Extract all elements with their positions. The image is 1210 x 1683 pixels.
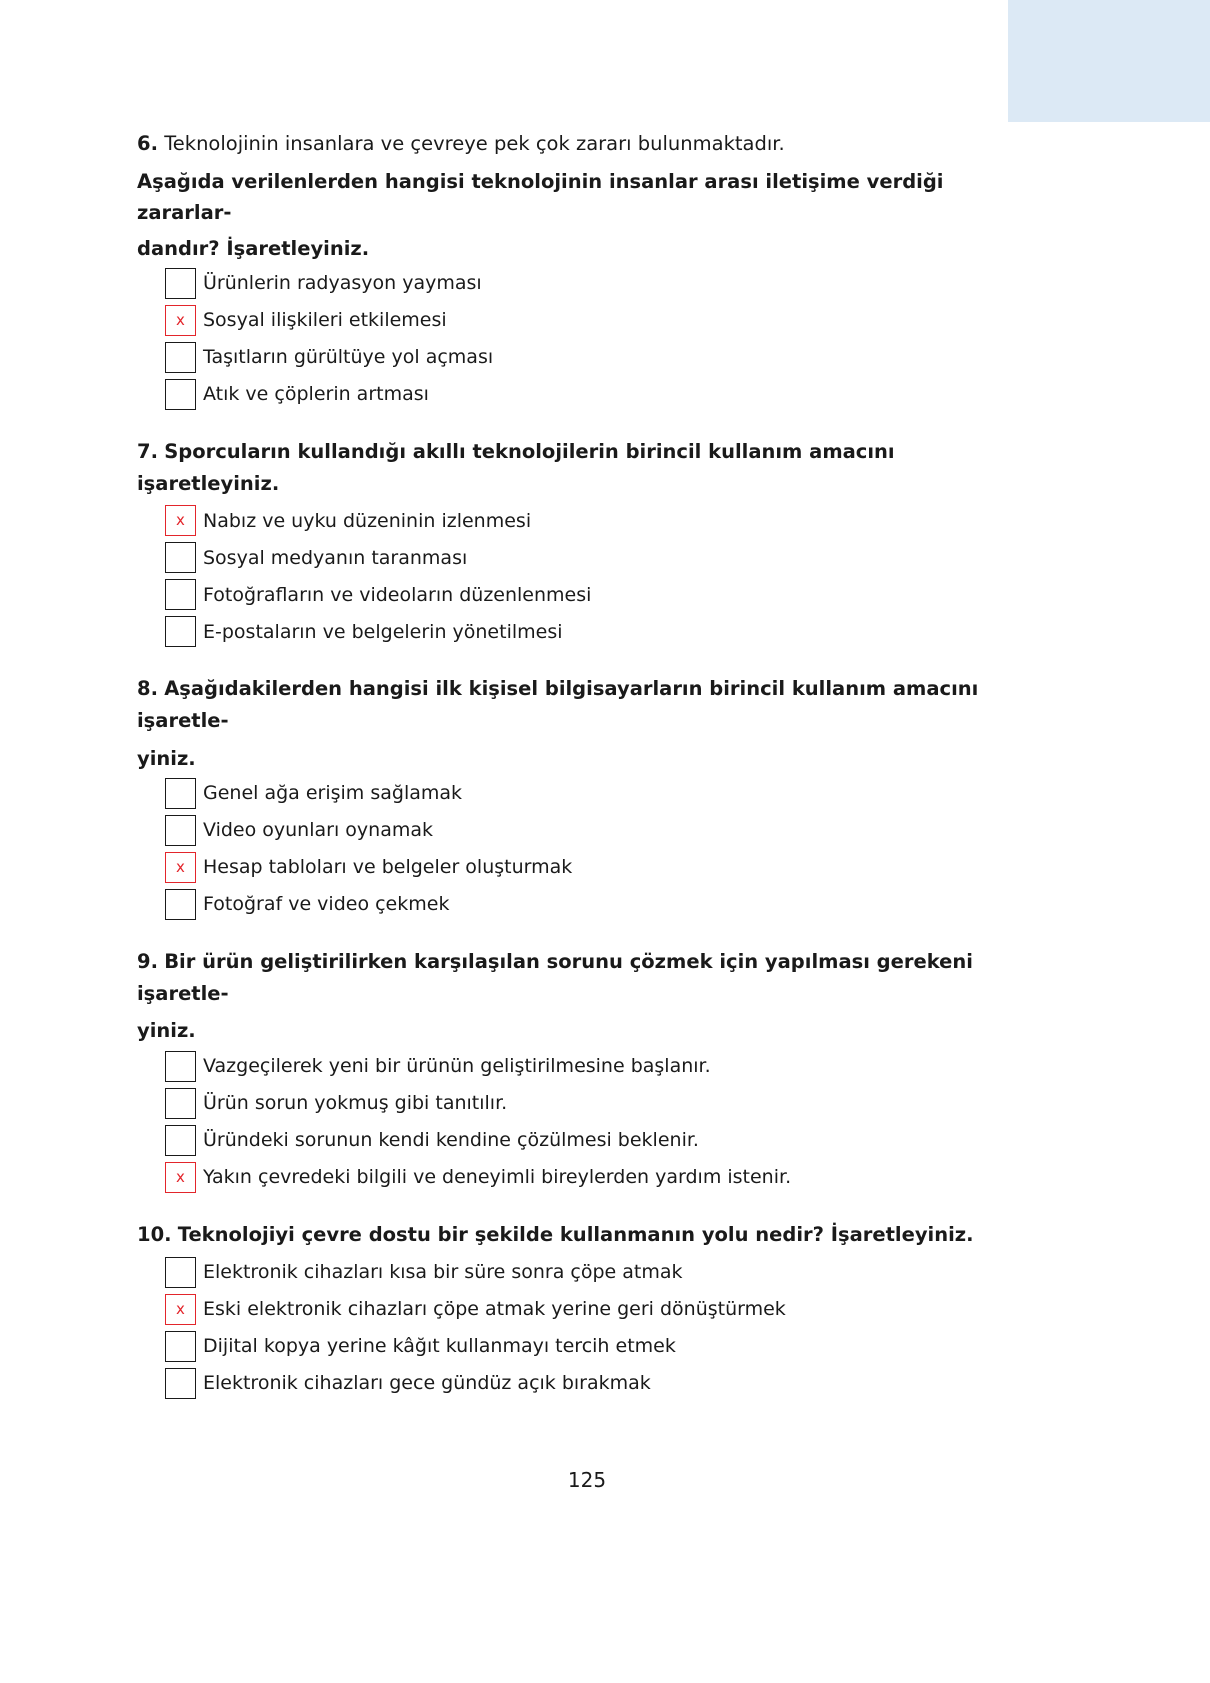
option-row[interactable] <box>165 1331 1037 1362</box>
option-row[interactable] <box>165 1088 1037 1119</box>
checkbox-icon-checked[interactable]: x <box>165 1294 196 1325</box>
question-9-options <box>137 1051 1037 1193</box>
checkbox-icon[interactable] <box>165 1051 196 1082</box>
checkbox-icon-checked[interactable]: x <box>165 505 196 536</box>
option-row[interactable] <box>165 379 1037 410</box>
checkbox-icon[interactable] <box>165 268 196 299</box>
option-label: Ürün sorun yokmuş gibi tanıtılır. <box>203 1092 508 1115</box>
option-label: Sosyal medyanın taranması <box>203 546 468 569</box>
option-row[interactable] <box>165 1125 1037 1156</box>
checkbox-icon[interactable] <box>165 579 196 610</box>
question-6-subprompt-line2: dandır? İşaretleyiniz. <box>137 236 370 260</box>
checkbox-icon[interactable] <box>165 1368 196 1399</box>
option-row[interactable] <box>165 1051 1037 1082</box>
option-label: E-postaların ve belgelerin yönetilmesi <box>203 620 563 643</box>
question-8-stem: Aşağıdakilerden hangisi ilk kişisel bilgisayarların birincil kullanım amacını işaretle- <box>137 677 979 733</box>
checkbox-icon-checked[interactable]: x <box>165 1162 196 1193</box>
question-8-options <box>137 778 1037 920</box>
question-7-heading <box>137 436 1037 499</box>
option-row[interactable] <box>165 778 1037 809</box>
question-6 <box>137 128 1037 410</box>
question-6-heading <box>137 128 1037 160</box>
option-label: Üründeki sorunun kendi kendine çözülmesi beklenir. <box>203 1129 699 1152</box>
option-row[interactable] <box>165 1257 1037 1288</box>
question-10-options <box>137 1257 1037 1399</box>
option-label: Atık ve çöplerin artması <box>203 383 429 406</box>
checkbox-icon[interactable] <box>165 342 196 373</box>
question-8 <box>137 673 1037 920</box>
option-label: Nabız ve uyku düzeninin izlenmesi <box>203 509 532 532</box>
worksheet-content <box>137 128 1037 1492</box>
option-label: Elektronik cihazları gece gündüz açık bırakmak <box>203 1371 651 1394</box>
question-8-stem-line2: yiniz. <box>137 746 196 770</box>
question-6-options <box>137 268 1037 410</box>
checkbox-icon-checked[interactable]: x <box>165 852 196 883</box>
option-row[interactable] <box>165 542 1037 573</box>
question-6-subprompt-line1: Aşağıda verilenlerden hangisi teknolojinin insanlar arası iletişime verdiği zararlar- <box>137 169 944 225</box>
question-6-number: 6. <box>137 132 158 155</box>
page-number: 125 <box>567 1468 607 1492</box>
question-7-options <box>137 505 1037 647</box>
option-row[interactable] <box>165 1368 1037 1399</box>
question-9-stem: Bir ürün geliştirilirken karşılaşılan sorunu çözmek için yapılması gerekeni işaretle- <box>137 950 973 1005</box>
option-row[interactable] <box>165 889 1037 920</box>
option-row[interactable] <box>165 815 1037 846</box>
checkbox-icon-checked[interactable]: x <box>165 305 196 336</box>
option-label: Ürünlerin radyasyon yayması <box>203 272 482 295</box>
checkbox-icon[interactable] <box>165 1088 196 1119</box>
option-label: Taşıtların gürültüye yol açması <box>203 346 494 369</box>
option-row[interactable] <box>165 616 1037 647</box>
decorative-corner-tab <box>1008 0 1210 122</box>
checkbox-icon[interactable] <box>165 815 196 846</box>
question-9-stem-line2: yiniz. <box>137 1019 196 1043</box>
option-row[interactable] <box>165 305 1037 336</box>
question-9 <box>137 946 1037 1193</box>
option-label: Dijital kopya yerine kâğıt kullanmayı tercih etmek <box>203 1334 676 1357</box>
question-10-number: 10. <box>137 1222 172 1246</box>
question-7 <box>137 436 1037 647</box>
question-10-stem: Teknolojiyi çevre dostu bir şekilde kullanmanın yolu nedir? İşaretleyiniz. <box>177 1222 974 1246</box>
option-label: Fotoğrafların ve videoların düzenlenmesi <box>203 583 592 606</box>
question-8-number: 8. <box>137 677 158 701</box>
question-10 <box>137 1219 1037 1399</box>
question-10-heading <box>137 1219 1037 1251</box>
checkbox-icon[interactable] <box>165 1257 196 1288</box>
option-label: Yakın çevredeki bilgili ve deneyimli bireylerden yardım istenir. <box>203 1166 792 1189</box>
option-row[interactable] <box>165 1162 1037 1193</box>
option-row[interactable] <box>165 505 1037 536</box>
checkbox-icon[interactable] <box>165 379 196 410</box>
option-label: Vazgeçilerek yeni bir ürünün geliştirilmesine başlanır. <box>203 1055 711 1078</box>
option-row[interactable] <box>165 852 1037 883</box>
question-8-heading <box>137 673 1037 736</box>
checkbox-icon[interactable] <box>165 542 196 573</box>
question-7-number: 7. <box>137 440 158 464</box>
question-9-heading <box>137 946 1037 1009</box>
checkbox-icon[interactable] <box>165 1331 196 1362</box>
option-row[interactable] <box>165 268 1037 299</box>
checkbox-icon[interactable] <box>165 778 196 809</box>
question-7-stem: Sporcuların kullandığı akıllı teknolojilerin birincil kullanım amacını işaretleyiniz. <box>137 440 895 495</box>
option-label: Video oyunları oynamak <box>203 819 433 842</box>
question-9-number: 9. <box>137 950 158 974</box>
checkbox-icon[interactable] <box>165 616 196 647</box>
option-label: Elektronik cihazları kısa bir süre sonra çöpe atmak <box>203 1260 683 1283</box>
option-label: Sosyal ilişkileri etkilemesi <box>203 309 447 332</box>
checkbox-icon[interactable] <box>165 1125 196 1156</box>
checkbox-icon[interactable] <box>165 889 196 920</box>
option-label: Eski elektronik cihazları çöpe atmak yerine geri dönüştürmek <box>203 1297 786 1320</box>
option-label: Genel ağa erişim sağlamak <box>203 782 463 805</box>
option-label: Fotoğraf ve video çekmek <box>203 893 450 916</box>
option-row[interactable] <box>165 1294 1037 1325</box>
question-6-stem: Teknolojinin insanlara ve çevreye pek çok zararı bulunmaktadır. <box>164 132 785 155</box>
option-label: Hesap tabloları ve belgeler oluşturmak <box>203 856 573 879</box>
option-row[interactable] <box>165 579 1037 610</box>
option-row[interactable] <box>165 342 1037 373</box>
